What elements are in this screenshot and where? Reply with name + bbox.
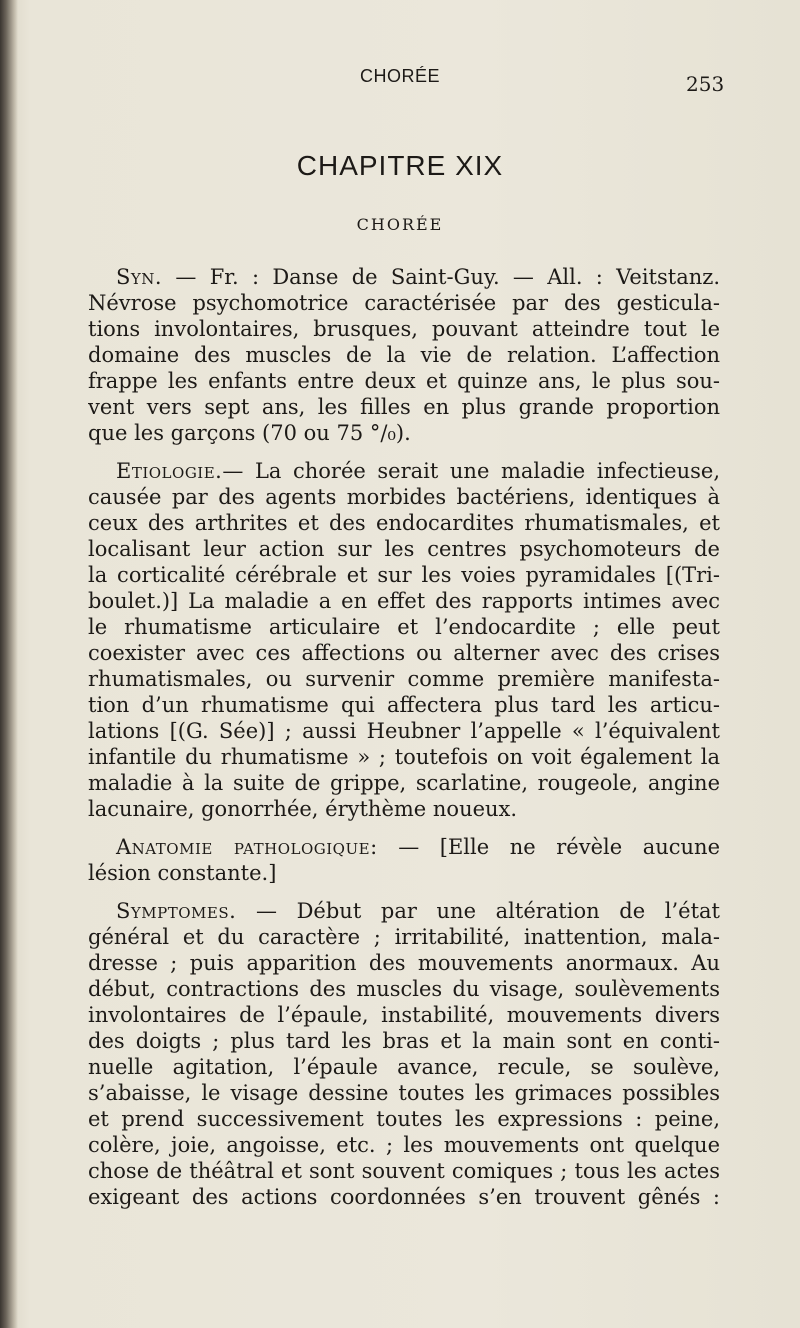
text-line: localisant leur action sur les centres psychomoteurs de (88, 537, 720, 561)
text-line: nuelle agitation, l’épaule avance, recule, se soulève, (88, 1055, 720, 1079)
text-line: tion d’un rhumatisme qui affectera plus tard les articu- (88, 693, 720, 717)
text-line: des doigts ; plus tard les bras et la main sont en conti- (88, 1029, 720, 1053)
text-line: tions involontaires, brusques, pouvant atteindre tout le (88, 317, 720, 341)
text-line: Syn. — Fr. : Danse de Saint-Guy. — All. : Veitstanz. (116, 265, 720, 289)
text-line: infantile du rhumatisme » ; toutefois on voit également la (88, 745, 720, 769)
text-line: début, contractions des muscles du visage, soulèvements (88, 977, 720, 1001)
text-line: boulet.)] La maladie a en effet des rapports intimes avec (88, 589, 720, 613)
text-line: Névrose psychomotrice caractérisée par des gesticula- (88, 291, 720, 315)
paragraph-label: Etiologie. (116, 459, 223, 483)
text-line: vent vers sept ans, les filles en plus grande proportion (88, 395, 720, 419)
text-line: lacunaire, gonorrhée, érythème noueux. (88, 797, 518, 821)
paragraph-label: Symptomes. (116, 899, 237, 923)
body-text (88, 264, 720, 1210)
text-line: dresse ; puis apparition des mouvements anormaux. Au (88, 951, 720, 975)
text-line: coexister avec ces affections ou alterner avec des crises (88, 641, 720, 665)
text-line: la corticalité cérébrale et sur les voies pyramidales [(Tri- (88, 563, 720, 587)
section-title: CHORÉE (356, 215, 444, 234)
text-line: s’abaisse, le visage dessine toutes les grimaces possibles (88, 1081, 720, 1105)
text-line: et prend successivement toutes les expressions : peine, (88, 1107, 720, 1131)
text-line: ceux des arthrites et des endocardites rhumatismales, et (88, 511, 720, 535)
text-line: le rhumatisme articulaire et l’endocardite ; elle peut (88, 615, 720, 639)
text-line: exigeant des actions coordonnées s’en trouvent gênés : (88, 1185, 720, 1209)
page-number: 253 (686, 72, 725, 96)
text-line: Symptomes. — Début par une altération de l’état (116, 899, 720, 923)
text-line: domaine des muscles de la vie de relation. L’affection (88, 343, 720, 367)
text-line: général et du caractère ; irritabilité, inattention, mala- (88, 925, 720, 949)
running-title: CHORÉE (360, 66, 441, 86)
text-line: frappe les enfants entre deux et quinze ans, le plus sou- (88, 369, 720, 393)
book-gutter-shadow (0, 0, 18, 1328)
text-line: colère, joie, angoisse, etc. ; les mouvements ont quelque (88, 1133, 720, 1157)
paragraph-label: Syn. (116, 265, 163, 289)
text-line: chose de théâtral et sont souvent comiques ; tous les actes (88, 1159, 720, 1183)
text-line: Etiologie.— La chorée serait une maladie infectieuse, (116, 459, 720, 483)
running-header (0, 66, 800, 96)
text-line: involontaires de l’épaule, instabilité, mouvements divers (88, 1003, 720, 1027)
text-line: causée par des agents morbides bactériens, identiques à (88, 485, 720, 509)
text-line: lésion constante.] (88, 861, 277, 885)
chapter-heading: CHAPITRE XIX (296, 150, 504, 181)
text-line: Anatomie pathologique: — [Elle ne révèle aucune (116, 835, 720, 859)
text-line: maladie à la suite de grippe, scarlatine, rougeole, angine (88, 771, 720, 795)
text-line: rhumatismales, ou survenir comme première manifesta- (88, 667, 720, 691)
text-line: que les garçons (70 ou 75 °/₀). (88, 421, 411, 445)
paragraph-label: Anatomie pathologique: (116, 835, 378, 859)
text-line: lations [(G. Sée)] ; aussi Heubner l’appelle « l’équivalent (88, 719, 720, 743)
